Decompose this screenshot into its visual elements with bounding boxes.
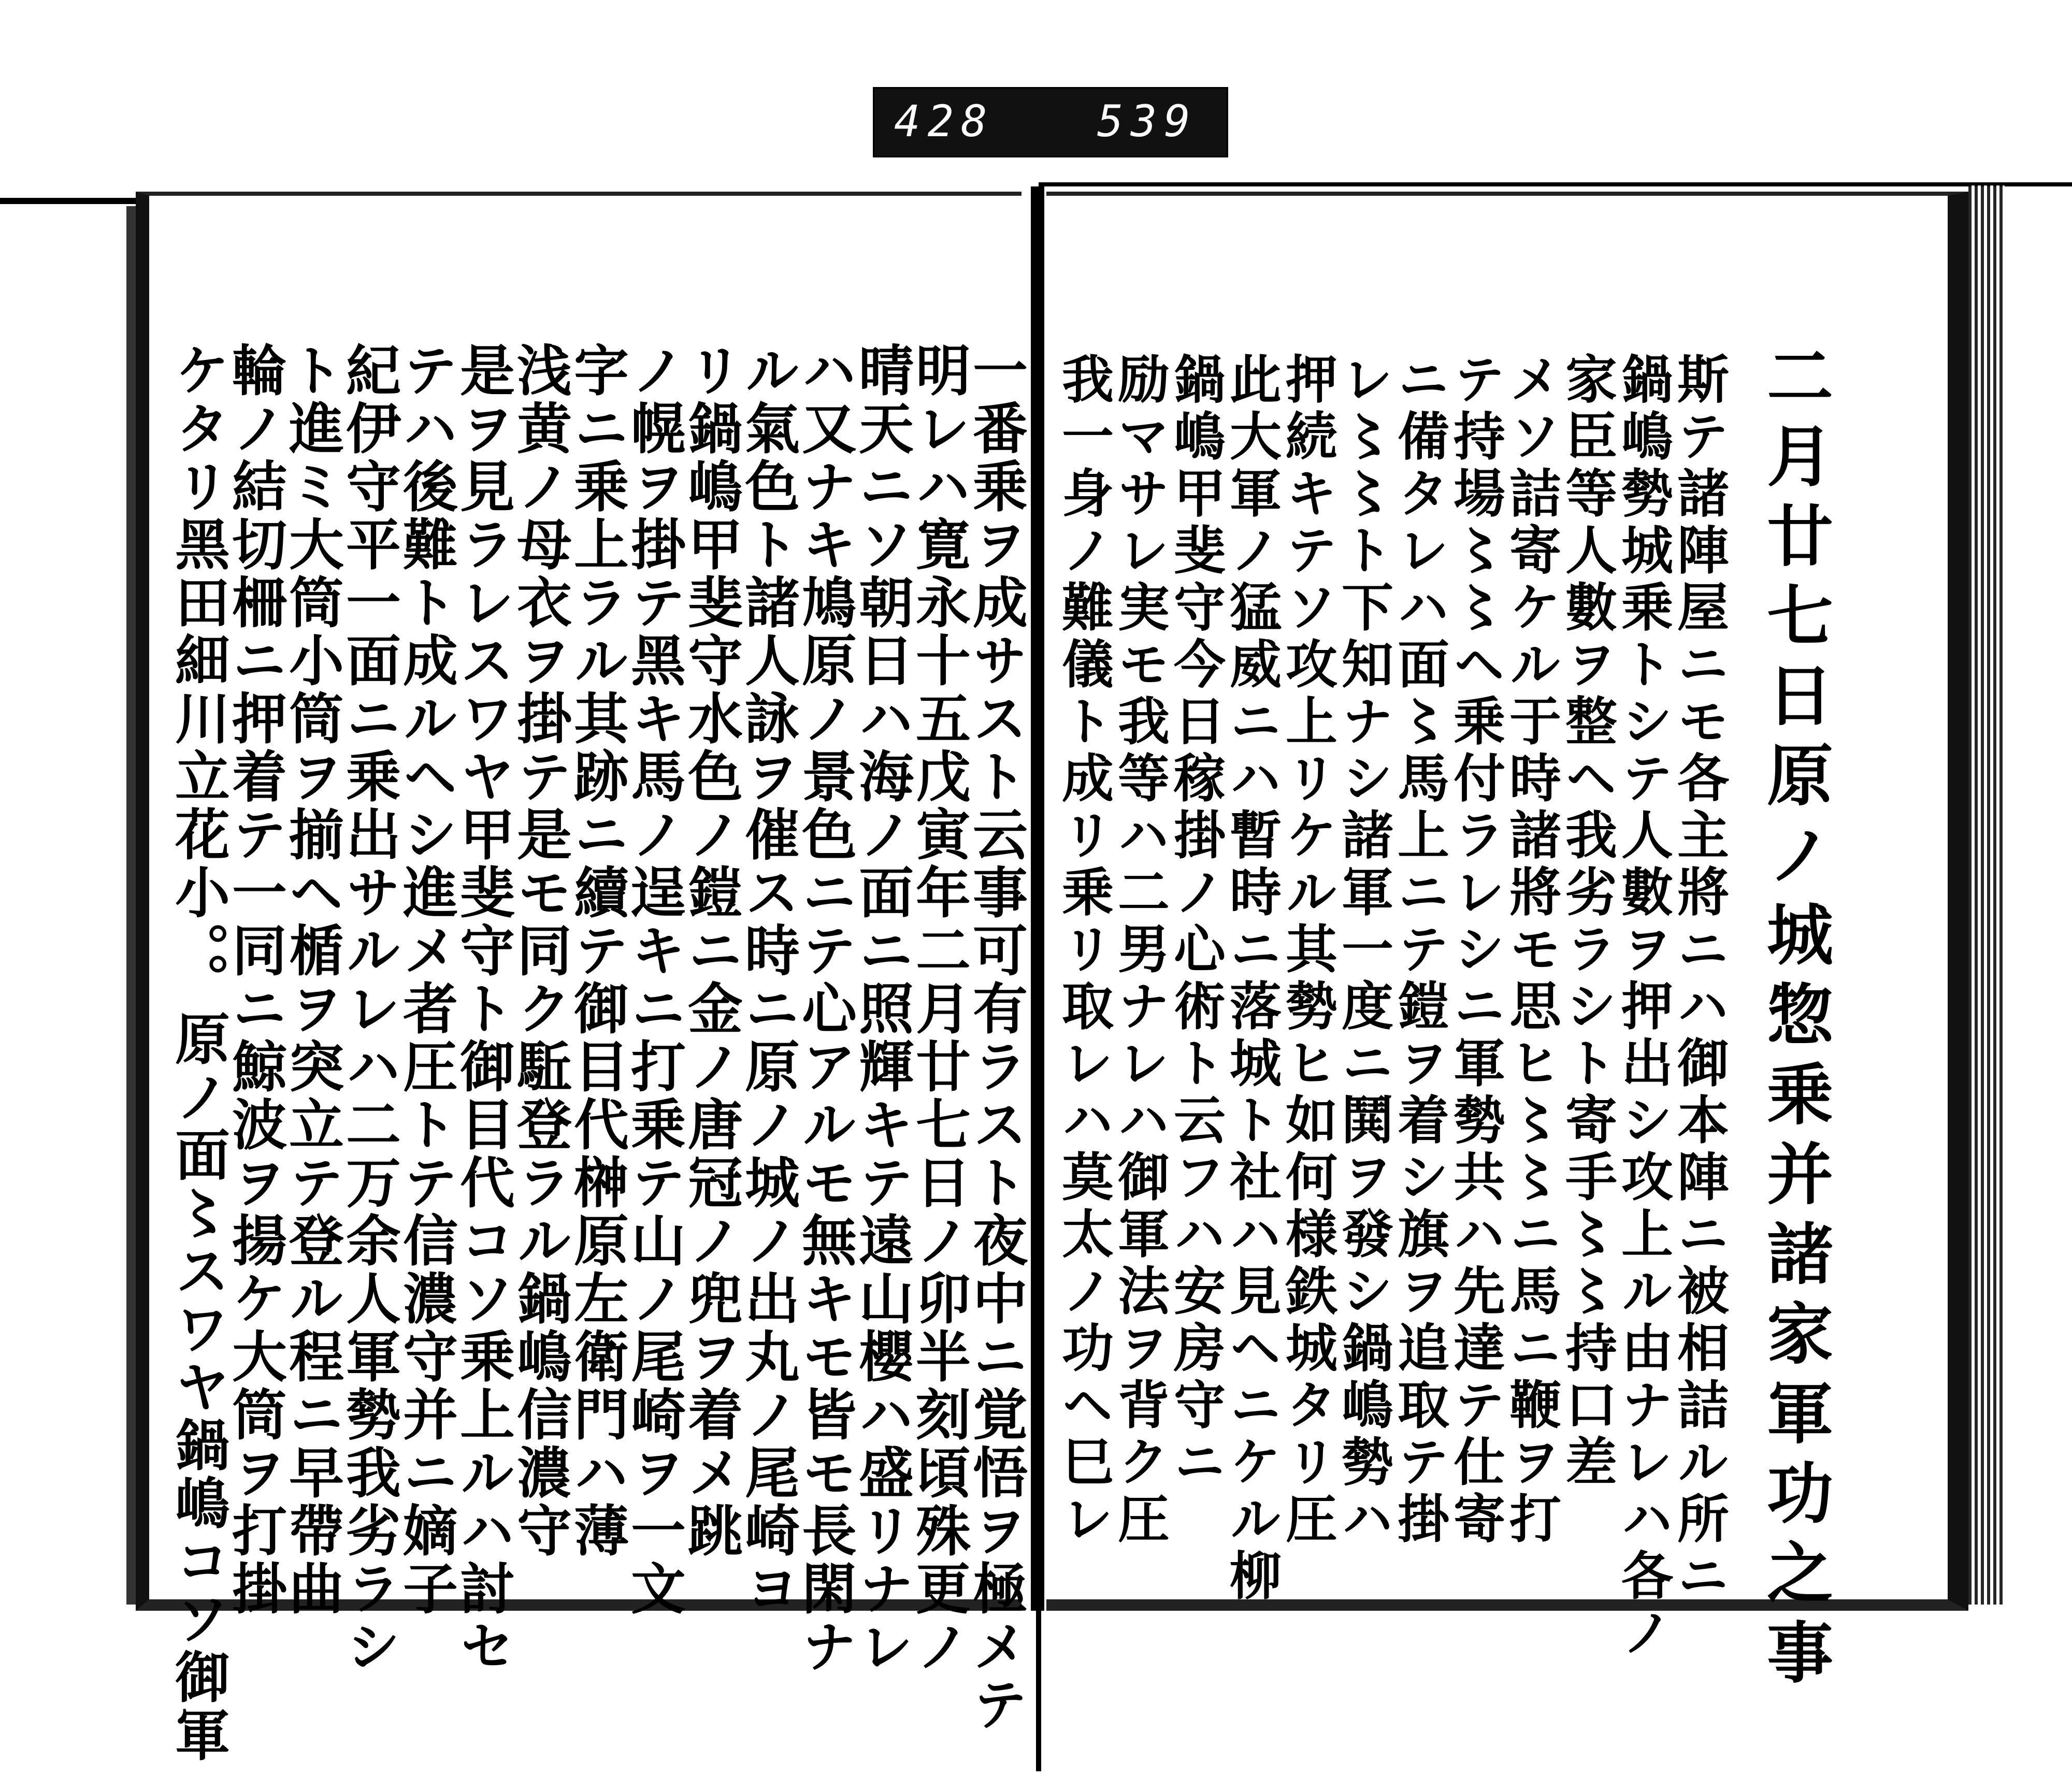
- right-page-column: 我一身ノ難儀ト成リ乗リ取レハ莫太ノ功ヘ巳レ: [1053, 352, 1114, 1549]
- right-page-column: 家臣等人數ヲ整ヘ我劣ラシト寄手〻〻持口差: [1557, 352, 1618, 1492]
- right-page-column: 鍋嶋甲斐守今日稼掛ノ心術ト云フハ安房守ニ: [1165, 352, 1226, 1492]
- book-gutter: [1031, 186, 1044, 1611]
- right-page-column: 此大軍ノ猛威ニハ暫時ニ落城ト社ハ見ヘニケル柳: [1221, 352, 1282, 1606]
- left-page-column: ル氣色ト諸人詠ヲ催ス時ニ原ノ城ノ出丸ノ尾崎ヨ: [736, 342, 801, 1618]
- frame-number-right: 539: [1097, 96, 1198, 147]
- left-page-column: 字ニ乗上ラル其跡ニ續テ御目代榊原左衛門ハ薄: [565, 342, 630, 1560]
- left-page-column: リ鍋嶋甲斐守水色ノ鎧ニ金ノ唐冠ノ兜ヲ着メ跳: [679, 342, 744, 1560]
- scan-edge-rule-left: [0, 198, 140, 204]
- left-page-column: 明レハ寛永十五戊寅年二月廿七日ノ卯半刻頃殊更ノ: [907, 342, 972, 1676]
- left-page-column: 輪ノ結切柵ニ押着テ一同ニ鯨波ヲ揚ケ大筒ヲ打掛: [223, 342, 288, 1618]
- right-page-column: ニ備タレハ面〻馬上ニテ鎧ヲ着シ旗ヲ追取テ掛: [1389, 352, 1450, 1549]
- right-page-column: 押続キテソ攻上リケル其勢ヒ如何様鉄城タリ圧: [1277, 352, 1338, 1549]
- left-page-column: 晴天ニソ朝日ハ海ノ面ニ照輝キテ遠山櫻ハ盛リナレ: [850, 342, 915, 1676]
- left-page-column: ト進ミ大筒小筒ヲ揃ヘ楯ヲ突立テ登ル程ニ早帶曲: [280, 342, 345, 1618]
- frame-number-left: 428: [894, 96, 995, 147]
- right-page-column: テ持場〻〻ヘ乗付ラレシニ軍勢共ハ先達テ仕寄: [1445, 352, 1506, 1549]
- left-page-column: ハ又ナキ鳩原ノ景色ニテ心アルモ無キモ皆モ長閑ナ: [793, 342, 858, 1676]
- right-page-column: 励マサレ実モ我等ハ二男ナレハ御軍法ヲ背ク圧: [1109, 352, 1170, 1549]
- left-page-column: ケタリ黑田細川立花小。。原ノ面〻スワヤ鍋嶋コソ御軍: [166, 342, 231, 1765]
- right-page-column: 鍋嶋勢城乗トシテ人數ヲ押出シ攻上ル由ナレハ各ノ: [1613, 352, 1674, 1663]
- right-page-column: レ〻〻ト下知ナシ諸軍一度ニ鬨ヲ發シ鍋嶋勢ハ: [1333, 352, 1394, 1549]
- left-page-column: ノ幌ヲ掛テ黑キ馬ノ逞キニ打乗テ山ノ尾崎ヲ一文: [622, 342, 687, 1618]
- scan-edge-rule-right: [1039, 182, 2072, 186]
- right-page-column: メソ詰寄ケル于時諸將モ思ヒ〻〻ニ馬ニ鞭ヲ打: [1501, 352, 1562, 1549]
- book-gutter-tip: [1036, 1606, 1041, 1771]
- chapter-title: 二月廿七日原ノ城惣乗并諸家軍功之事: [1756, 342, 1833, 1698]
- left-page-column: 一番乗ヲ成サスト云事可有ラスト夜中ニ覚悟ヲ極メテ: [964, 342, 1029, 1734]
- right-page-column: 斯テ諸陣屋ニモ各主將ニハ御本陣ニ被相詰ル所ニ: [1668, 352, 1730, 1606]
- left-page-column: 浅黄ノ母衣ヲ掛テ是モ同ク駈登ラル鍋嶋信濃守: [508, 342, 573, 1560]
- left-page-column: 是ヲ見ラレスワヤ甲斐守ト御目代コソ乗上ルハ討セ: [451, 342, 516, 1676]
- left-page-column: 紀伊守平一面ニ乗出サルレハ二万余人軍勢我劣ラシ: [337, 342, 402, 1676]
- frame-number-label: [873, 87, 1228, 157]
- left-page-column: テハ後難ト成ルヘシ進メ者圧トテ信濃守并ニ嫡子: [394, 342, 459, 1618]
